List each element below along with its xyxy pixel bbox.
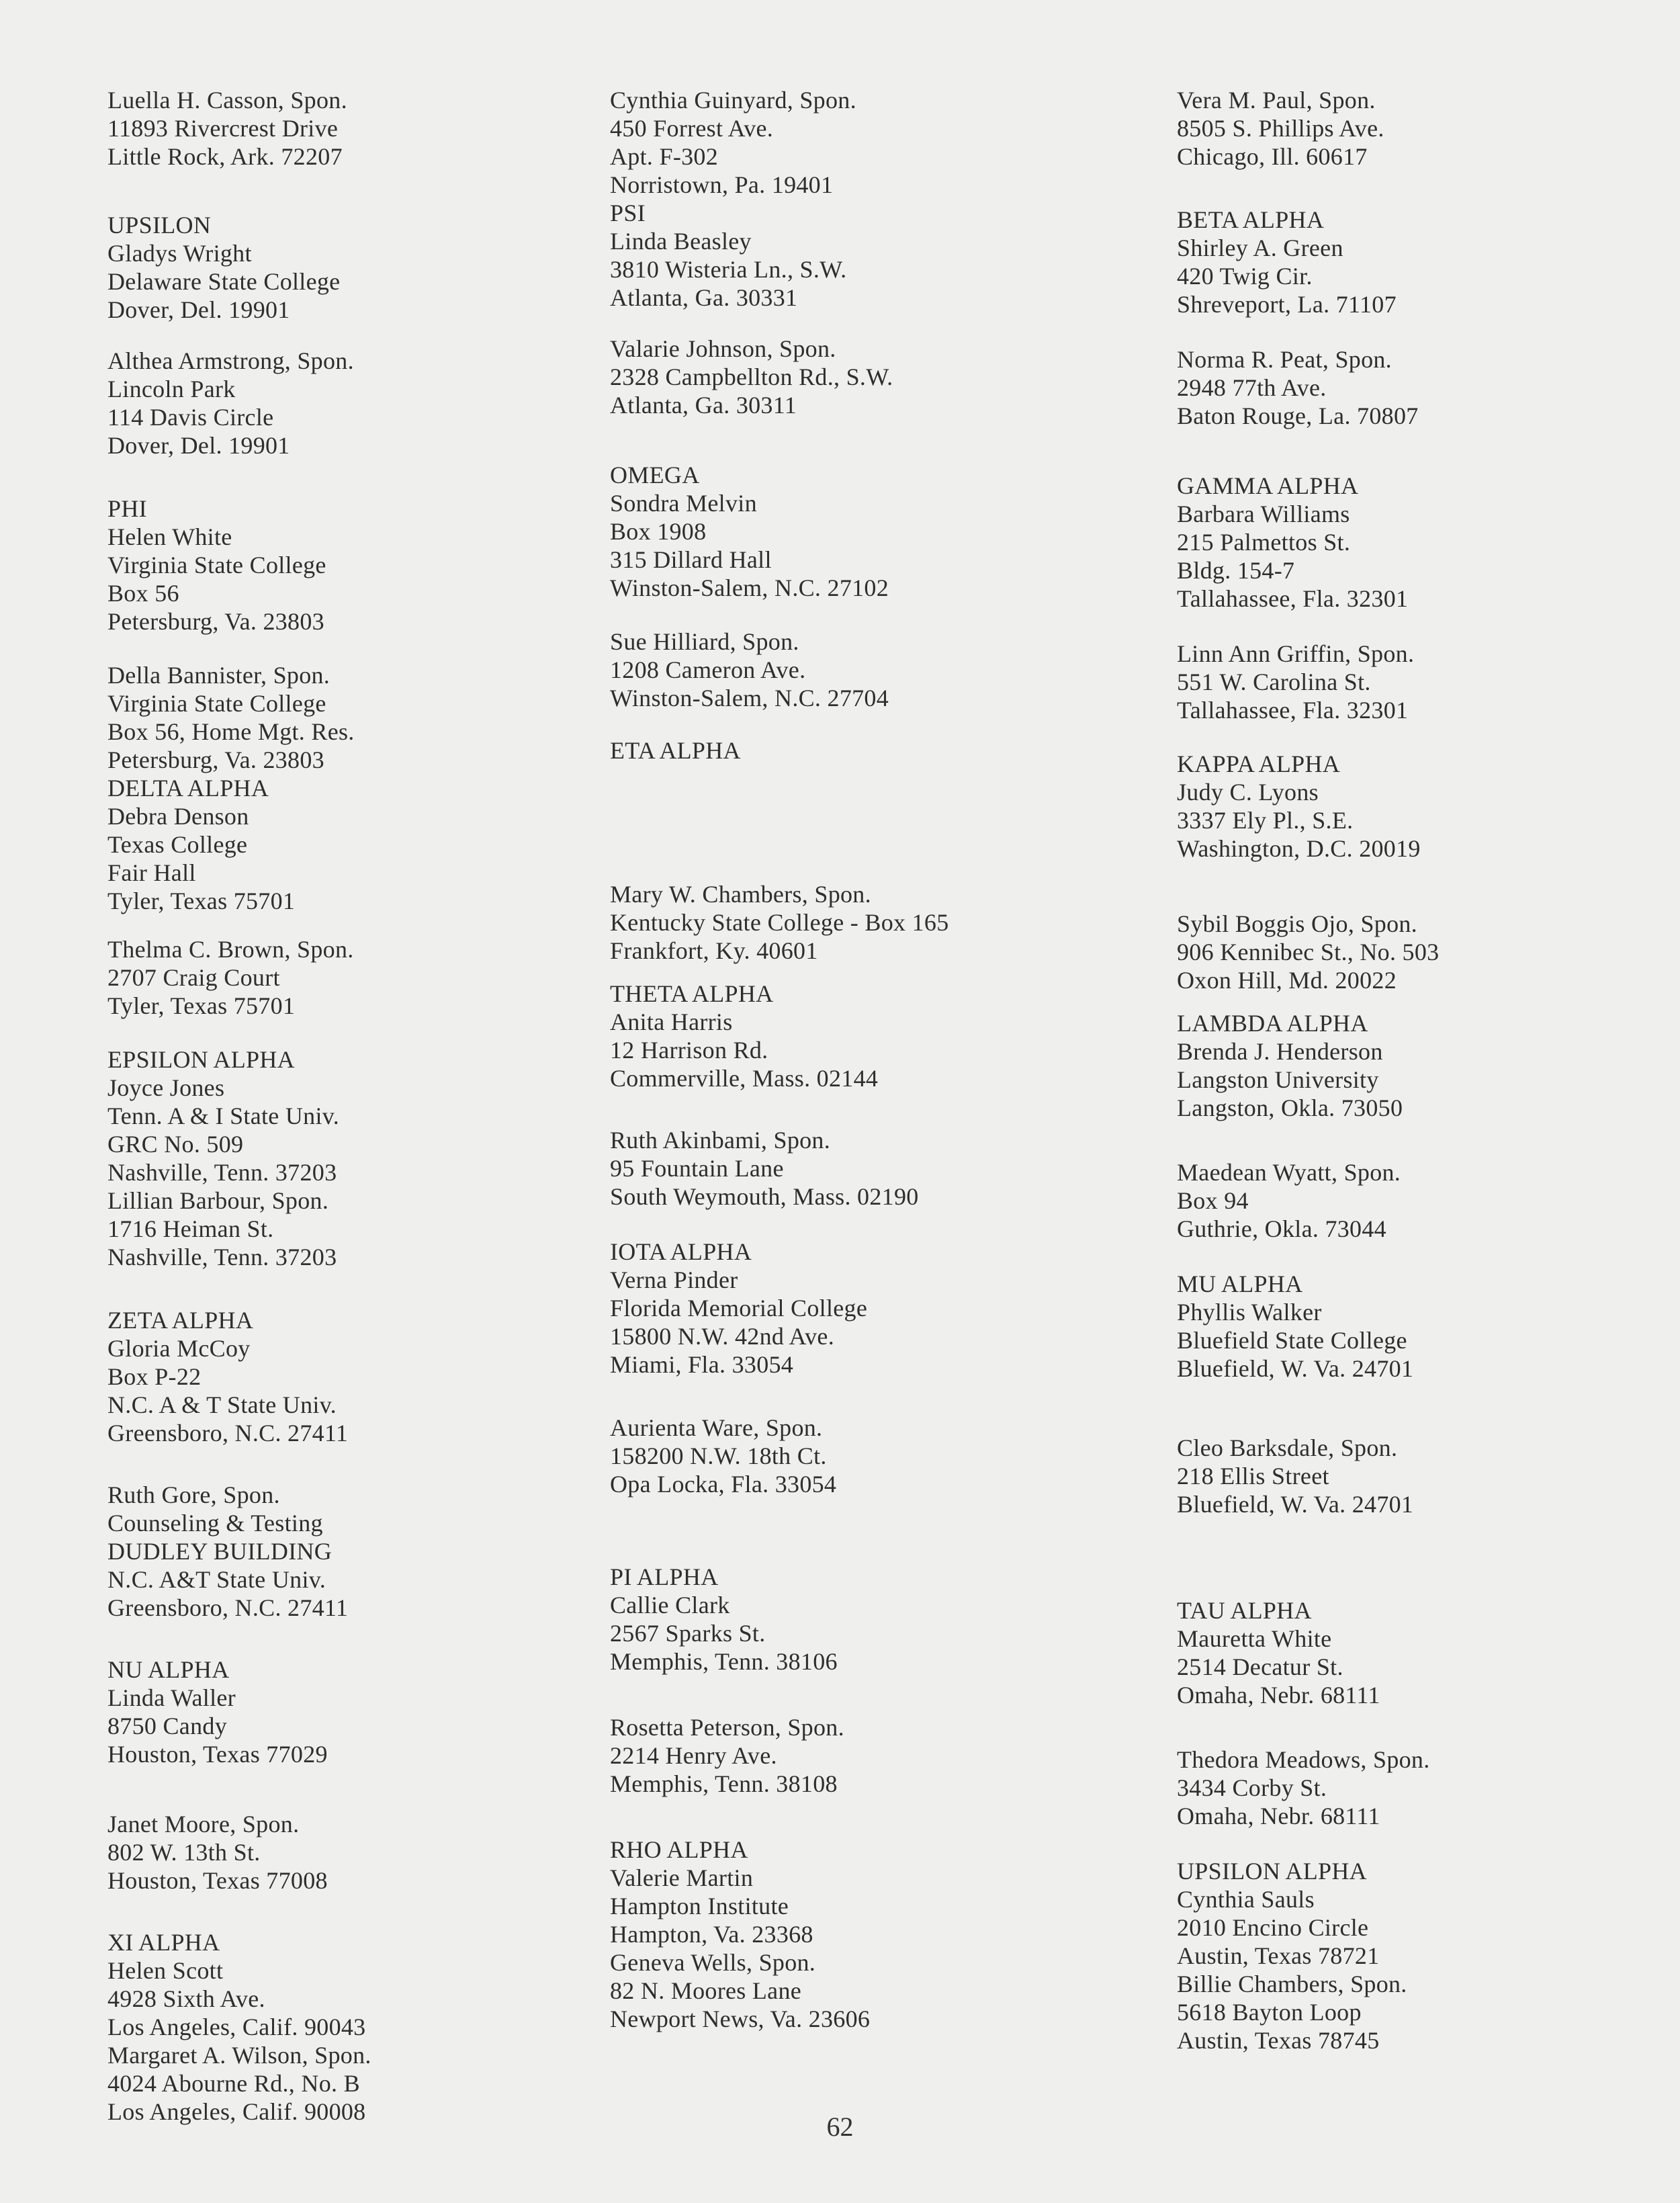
entry-line: Billie Chambers, Spon. [1177, 1971, 1407, 1997]
entry-line: Greensboro, N.C. 27411 [107, 1420, 349, 1446]
entry-line: Baton Rouge, La. 70807 [1177, 402, 1419, 429]
entry-line: UPSILON [107, 212, 212, 239]
column-2 [610, 86, 1080, 2033]
directory-entry [610, 1835, 1080, 2033]
entry-line: Petersburg, Va. 23803 [107, 746, 324, 773]
entry-line: Callie Clark [610, 1592, 730, 1618]
entry-line: Omaha, Nebr. 68111 [1177, 1803, 1380, 1829]
entry-line: Mary W. Chambers, Spon. [610, 881, 871, 908]
entry-line: ZETA ALPHA [107, 1307, 254, 1334]
entry-line: 906 Kennibec St., No. 503 [1177, 939, 1440, 965]
entry-line: Geneva Wells, Spon. [610, 1949, 816, 1976]
entry-line: UPSILON ALPHA [1177, 1858, 1367, 1885]
directory-entry [1177, 1009, 1647, 1122]
directory-entry [1177, 1857, 1647, 2055]
directory-entry [1177, 1270, 1647, 1383]
entry-line: Box 1908 [610, 518, 707, 545]
entry-line: Sue Hilliard, Spon. [610, 628, 799, 655]
column-1 [107, 86, 551, 2126]
entry-line: Houston, Texas 77029 [107, 1741, 328, 1768]
entry-line: Tyler, Texas 75701 [107, 888, 296, 914]
column-3 [1177, 86, 1647, 2055]
entry-line: Florida Memorial College [610, 1295, 868, 1322]
entry-line: Lillian Barbour, Spon. [107, 1187, 329, 1214]
entry-line: Los Angeles, Calif. 90008 [107, 2098, 366, 2125]
directory-entry [610, 1713, 1080, 1798]
entry-line: Box 56, Home Mgt. Res. [107, 718, 355, 745]
entry-line: THETA ALPHA [610, 980, 774, 1007]
entry-line: Linda Beasley [610, 228, 752, 255]
directory-entry [1177, 1745, 1647, 1830]
entry-line: Debra Denson [107, 803, 249, 830]
entry-line: DUDLEY BUILDING [107, 1538, 333, 1565]
entry-line: OMEGA [610, 462, 700, 488]
entry-line: Langston University [1177, 1066, 1379, 1093]
entry-line: Rosetta Peterson, Spon. [610, 1714, 844, 1741]
entry-line: Dover, Del. 19901 [107, 296, 290, 323]
entry-line: Althea Armstrong, Spon. [107, 347, 354, 374]
entry-line: Tallahassee, Fla. 32301 [1177, 585, 1409, 612]
entry-line: Winston-Salem, N.C. 27704 [610, 685, 889, 711]
directory-entry [1177, 345, 1647, 430]
entry-line: TAU ALPHA [1177, 1597, 1312, 1624]
entry-line: 802 W. 13th St. [107, 1839, 261, 1866]
entry-line: Austin, Texas 78721 [1177, 1942, 1380, 1969]
directory-entry [107, 494, 551, 636]
entry-line: Norristown, Pa. 19401 [610, 171, 834, 198]
entry-line: Delaware State College [107, 268, 341, 295]
directory-entry [610, 1126, 1080, 1211]
entry-line: 218 Ellis Street [1177, 1463, 1329, 1489]
directory-entry [1177, 86, 1647, 171]
entry-line: Luella H. Casson, Spon. [107, 87, 347, 114]
entry-line: Apt. F-302 [610, 143, 719, 170]
page-number: 62 [826, 2112, 854, 2142]
entry-line: 420 Twig Cir. [1177, 263, 1313, 290]
entry-line: DELTA ALPHA [107, 775, 269, 802]
entry-line: Virginia State College [107, 552, 326, 578]
entry-line: 8750 Candy [107, 1713, 227, 1739]
entry-line: 15800 N.W. 42nd Ave. [610, 1323, 834, 1350]
entry-line: 3810 Wisteria Ln., S.W. [610, 256, 847, 283]
entry-line: 95 Fountain Lane [610, 1155, 784, 1182]
entry-line: Box P-22 [107, 1363, 202, 1390]
entry-line: Brenda J. Henderson [1177, 1038, 1383, 1065]
entry-line: Tallahassee, Fla. 32301 [1177, 697, 1409, 724]
entry-line: Gladys Wright [107, 240, 252, 267]
entry-line: 3434 Corby St. [1177, 1774, 1327, 1801]
directory-entry [610, 980, 1080, 1092]
entry-line: GAMMA ALPHA [1177, 472, 1359, 499]
entry-line: Ruth Gore, Spon. [107, 1481, 280, 1508]
entry-line: ETA ALPHA [610, 737, 741, 764]
entry-line: 2214 Henry Ave. [610, 1742, 777, 1769]
entry-line: 2514 Decatur St. [1177, 1653, 1343, 1680]
entry-line: Memphis, Tenn. 38108 [610, 1770, 838, 1797]
entry-line: Barbara Williams [1177, 501, 1350, 527]
directory-entry [107, 1481, 551, 1622]
entry-line: 4024 Abourne Rd., No. B [107, 2070, 360, 2097]
directory-entry [107, 1306, 551, 1447]
entry-line: 158200 N.W. 18th Ct. [610, 1442, 827, 1469]
entry-line: Atlanta, Ga. 30311 [610, 392, 797, 419]
entry-line: Joyce Jones [107, 1074, 225, 1101]
entry-line: Hampton Institute [610, 1893, 789, 1919]
directory-entry [610, 86, 1080, 312]
entry-line: Counseling & Testing [107, 1510, 323, 1537]
entry-line: Tenn. A & I State Univ. [107, 1103, 340, 1129]
entry-line: Nashville, Tenn. 37203 [107, 1244, 337, 1270]
entry-line: Virginia State College [107, 690, 326, 717]
directory-entry [1177, 1158, 1647, 1243]
entry-line: 2567 Sparks St. [610, 1620, 766, 1647]
entry-line: Box 94 [1177, 1187, 1249, 1214]
entry-line: Verna Pinder [610, 1266, 738, 1293]
entry-line: Sondra Melvin [610, 490, 757, 517]
entry-line: Bluefield, W. Va. 24701 [1177, 1355, 1414, 1382]
entry-line: Miami, Fla. 33054 [610, 1351, 794, 1378]
entry-line: GRC No. 509 [107, 1131, 244, 1158]
entry-line: Sybil Boggis Ojo, Spon. [1177, 910, 1417, 937]
entry-line: Dover, Del. 19901 [107, 432, 290, 459]
entry-line: Bluefield, W. Va. 24701 [1177, 1491, 1414, 1518]
entry-line: Washington, D.C. 20019 [1177, 835, 1421, 862]
entry-line: PHI [107, 495, 147, 522]
entry-line: Thelma C. Brown, Spon. [107, 936, 354, 963]
entry-line: Tyler, Texas 75701 [107, 992, 296, 1019]
entry-line: Shirley A. Green [1177, 234, 1343, 261]
entry-line: 12 Harrison Rd. [610, 1037, 768, 1064]
entry-line: 11893 Rivercrest Drive [107, 115, 339, 142]
entry-line: N.C. A & T State Univ. [107, 1391, 337, 1418]
entry-line: Aurienta Ware, Spon. [610, 1414, 823, 1441]
entry-line: Petersburg, Va. 23803 [107, 608, 324, 635]
entry-line: Guthrie, Okla. 73044 [1177, 1215, 1386, 1242]
entry-line: Oxon Hill, Md. 20022 [1177, 967, 1397, 994]
entry-line: South Weymouth, Mass. 02190 [610, 1183, 919, 1210]
entry-line: BETA ALPHA [1177, 206, 1325, 233]
entry-line: Phyllis Walker [1177, 1299, 1322, 1326]
entry-line: Norma R. Peat, Spon. [1177, 346, 1392, 373]
entry-line: 2707 Craig Court [107, 964, 280, 991]
directory-entry [107, 1655, 551, 1768]
entry-line: 450 Forrest Ave. [610, 115, 774, 142]
entry-line: Helen White [107, 523, 232, 550]
entry-line: Cleo Barksdale, Spon. [1177, 1434, 1398, 1461]
entry-line: Langston, Okla. 73050 [1177, 1094, 1403, 1121]
directory-entry [610, 736, 1080, 765]
entry-line: Los Angeles, Calif. 90043 [107, 2014, 366, 2040]
directory-entry [107, 86, 551, 171]
entry-line: XI ALPHA [107, 1929, 220, 1956]
entry-line: Chicago, Ill. 60617 [1177, 143, 1368, 170]
entry-line: RHO ALPHA [610, 1836, 748, 1863]
entry-line: 215 Palmettos St. [1177, 529, 1351, 556]
entry-line: Memphis, Tenn. 38106 [610, 1648, 838, 1675]
entry-line: 2328 Campbellton Rd., S.W. [610, 363, 893, 390]
entry-line: NU ALPHA [107, 1656, 230, 1683]
entry-line: Anita Harris [610, 1008, 733, 1035]
entry-line: N.C. A&T State Univ. [107, 1566, 326, 1593]
directory-entry [1177, 206, 1647, 318]
directory-entry [610, 461, 1080, 602]
entry-line: 2010 Encino Circle [1177, 1914, 1369, 1941]
entry-line: Maedean Wyatt, Spon. [1177, 1159, 1401, 1186]
entry-line: PSI [610, 200, 646, 226]
directory-entry [107, 1045, 551, 1271]
entry-line: Valarie Johnson, Spon. [610, 335, 836, 362]
directory-entry [610, 1238, 1080, 1379]
entry-line: LAMBDA ALPHA [1177, 1010, 1368, 1037]
entry-line: Bldg. 154-7 [1177, 557, 1295, 584]
entry-line: 2948 77th Ave. [1177, 374, 1327, 401]
directory-entry [1177, 640, 1647, 724]
entry-line: Judy C. Lyons [1177, 779, 1319, 806]
entry-line: Cynthia Guinyard, Spon. [610, 87, 856, 114]
directory-entry [610, 1563, 1080, 1676]
entry-line: Little Rock, Ark. 72207 [107, 143, 343, 170]
entry-line: Linda Waller [107, 1684, 236, 1711]
entry-line: Fair Hall [107, 859, 196, 886]
entry-line: KAPPA ALPHA [1177, 750, 1341, 777]
directory-entry [610, 1414, 1080, 1498]
entry-line: Shreveport, La. 71107 [1177, 291, 1397, 318]
entry-line: Bluefield State College [1177, 1327, 1407, 1354]
entry-line: Gloria McCoy [107, 1335, 251, 1362]
entry-line: Atlanta, Ga. 30331 [610, 284, 798, 311]
directory-entry [1177, 1596, 1647, 1709]
entry-line: Ruth Akinbami, Spon. [610, 1127, 831, 1154]
entry-line: Texas College [107, 831, 248, 858]
entry-line: 8505 S. Phillips Ave. [1177, 115, 1384, 142]
directory-entry [1177, 472, 1647, 613]
entry-line: Thedora Meadows, Spon. [1177, 1746, 1430, 1773]
entry-line: IOTA ALPHA [610, 1238, 752, 1265]
entry-line: 4928 Sixth Ave. [107, 1985, 265, 2012]
directory-entry [1177, 1434, 1647, 1518]
entry-line: Della Bannister, Spon. [107, 662, 330, 689]
directory-entry [610, 880, 1080, 965]
entry-line: Lincoln Park [107, 376, 236, 402]
entry-line: Winston-Salem, N.C. 27102 [610, 574, 889, 601]
entry-line: Linn Ann Griffin, Spon. [1177, 640, 1415, 667]
entry-line: 1208 Cameron Ave. [610, 656, 806, 683]
directory-entry [107, 661, 551, 915]
entry-line: Cynthia Sauls [1177, 1886, 1315, 1913]
entry-line: Omaha, Nebr. 68111 [1177, 1682, 1380, 1709]
entry-line: Kentucky State College - Box 165 [610, 909, 949, 936]
directory-entry [107, 347, 551, 460]
entry-line: Houston, Texas 77008 [107, 1867, 328, 1894]
directory-entry [610, 335, 1080, 419]
entry-line: Helen Scott [107, 1957, 224, 1984]
entry-line: Vera M. Paul, Spon. [1177, 87, 1376, 114]
entry-line: Nashville, Tenn. 37203 [107, 1159, 337, 1186]
entry-line: 3337 Ely Pl., S.E. [1177, 807, 1354, 834]
entry-line: 1716 Heiman St. [107, 1215, 274, 1242]
entry-line: Margaret A. Wilson, Spon. [107, 2042, 371, 2069]
directory-entry [107, 1928, 551, 2126]
entry-line: Hampton, Va. 23368 [610, 1921, 813, 1948]
entry-line: 315 Dillard Hall [610, 546, 772, 573]
entry-line: PI ALPHA [610, 1563, 719, 1590]
directory-entry [107, 211, 551, 324]
entry-line: 82 N. Moores Lane [610, 1977, 802, 2004]
entry-line: Commerville, Mass. 02144 [610, 1065, 879, 1092]
entry-line: Greensboro, N.C. 27411 [107, 1594, 349, 1621]
entry-line: 114 Davis Circle [107, 404, 274, 431]
entry-line: Mauretta White [1177, 1625, 1332, 1652]
directory-entry [107, 1810, 551, 1895]
entry-line: Austin, Texas 78745 [1177, 2027, 1380, 2054]
entry-line: Opa Locka, Fla. 33054 [610, 1471, 837, 1498]
entry-line: Janet Moore, Spon. [107, 1811, 300, 1838]
entry-line: Newport News, Va. 23606 [610, 2005, 871, 2032]
entry-line: Valerie Martin [610, 1864, 754, 1891]
entry-line: EPSILON ALPHA [107, 1046, 295, 1073]
directory-entry [1177, 750, 1647, 863]
entry-line: 551 W. Carolina St. [1177, 668, 1371, 695]
directory-entry [610, 628, 1080, 712]
entry-line: MU ALPHA [1177, 1270, 1303, 1297]
entry-line: Box 56 [107, 580, 179, 607]
entry-line: 5618 Bayton Loop [1177, 1999, 1362, 2026]
directory-entry [107, 935, 551, 1020]
entry-line: Frankfort, Ky. 40601 [610, 937, 818, 964]
directory-entry [1177, 910, 1647, 994]
